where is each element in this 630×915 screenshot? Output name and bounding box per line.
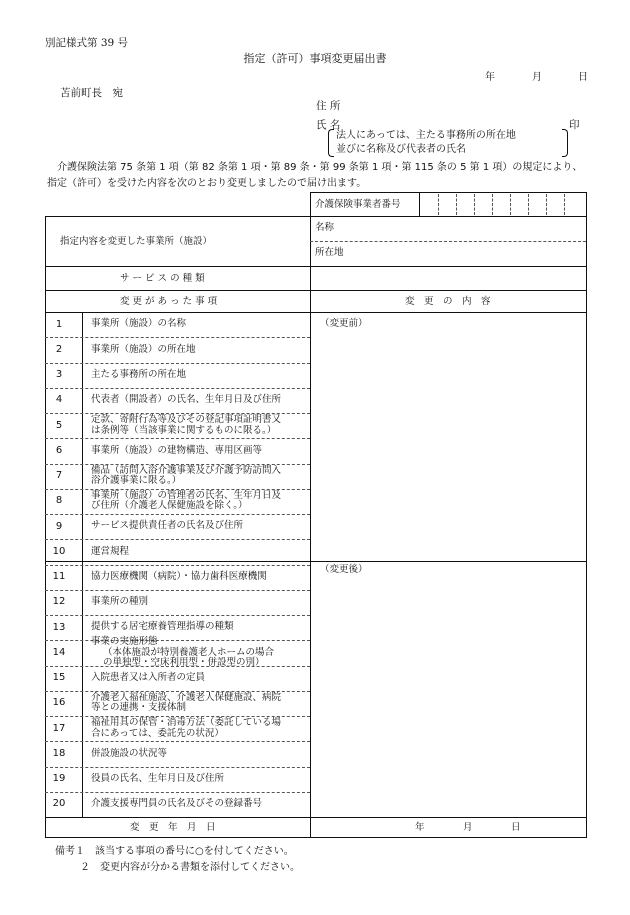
change-content-header: 変 更 の 内 容 — [405, 296, 491, 307]
item-number: 20 — [52, 798, 66, 810]
digit-box-divider — [546, 194, 547, 215]
after-change-label: （変更後） — [320, 564, 368, 575]
digit-box-divider — [474, 194, 475, 215]
item-label: の単独型・空床利用型・併設型の別） — [103, 657, 265, 669]
date-month-label: 月 — [532, 72, 542, 83]
table-line — [45, 266, 587, 267]
changed-item-row[interactable] — [45, 741, 310, 766]
digit-box-divider — [492, 194, 493, 215]
change-date-label: 変 更 年 月 日 — [130, 822, 216, 833]
changed-item-row[interactable] — [45, 489, 310, 514]
item-number: 17 — [52, 722, 66, 734]
item-label: （本体施設が特別養護老人ホームの場合 — [103, 646, 275, 658]
item-number: 13 — [52, 621, 66, 633]
changed-item-row[interactable] — [45, 691, 310, 716]
address-label: 住 所 — [316, 100, 341, 112]
changed-item-row[interactable] — [45, 464, 310, 489]
item-label: サービス提供責任者の氏名及び住所 — [91, 520, 244, 532]
item-label: 浴介護事業に限る。） — [91, 475, 182, 487]
item-number: 12 — [52, 596, 66, 608]
item-number: 14 — [52, 646, 66, 658]
item-number: 18 — [52, 747, 66, 759]
form-number: 別記様式第 39 号 — [45, 37, 129, 49]
item-number: 15 — [52, 672, 66, 684]
table-dashed-line — [310, 241, 586, 242]
changed-item-row[interactable] — [45, 590, 310, 615]
intro-text: 介護保険法第 75 条第 1 項（第 82 条第 1 項・第 89 条・第 99 条第 1 項・第 115 条の 5 第 1 項）の規定により、指定（許可）を受けた内容を次のとおり変更しましたので届け出ます。 — [47, 162, 583, 189]
date-day-label: 日 — [578, 72, 588, 83]
changed-item-row[interactable] — [45, 388, 310, 413]
changed-item-row[interactable] — [45, 337, 310, 362]
item-label: 等との連携・支援体制 — [91, 702, 187, 714]
changed-item-row[interactable] — [45, 666, 310, 691]
change-notification-table — [45, 192, 587, 837]
changed-item-row[interactable] — [45, 636, 310, 669]
change-date-year: 年 — [415, 822, 425, 833]
item-label: 備品（訪問入浴介護事業及び介護予防訪問入 — [91, 464, 282, 476]
item-label: 定款、寄附行為等及びその登記事項証明書又 — [91, 414, 282, 426]
item-label: 介護支援専門員の氏名及びその登録番号 — [91, 798, 263, 810]
item-label: 協力医療機関（病院）・協力歯科医療機関 — [91, 570, 267, 582]
changed-item-row[interactable] — [45, 792, 310, 817]
changed-item-row[interactable] — [45, 312, 310, 337]
corporate-note-line2: 並びに名称及び代表者の氏名 — [336, 144, 466, 155]
item-number: 8 — [55, 495, 63, 507]
item-number: 11 — [52, 571, 66, 583]
item-label: 事業所（施設）の名称 — [91, 318, 187, 330]
service-type-label: サ ー ビ ス の 種 類 — [120, 273, 205, 284]
table-line — [45, 290, 587, 291]
changed-item-row[interactable] — [45, 615, 310, 640]
item-number: 4 — [55, 394, 63, 406]
item-number: 1 — [55, 318, 63, 330]
corporate-note-line1: 法人にあっては、主たる事務所の所在地 — [336, 130, 516, 141]
changed-item-row[interactable] — [45, 413, 310, 438]
item-label: 提供する居宅療養管理指導の種類 — [91, 621, 234, 633]
changed-item-row[interactable] — [45, 438, 310, 463]
item-label: 事業の実施形態 — [91, 636, 158, 648]
facility-label: 指定内容を変更した事業所（施設） — [60, 236, 213, 247]
change-date-month: 月 — [463, 822, 473, 833]
item-number: 6 — [55, 444, 63, 456]
item-label: 福祉用具の保管・消毒方法（委託している場 — [91, 717, 282, 729]
digit-box-divider — [456, 194, 457, 215]
item-label: 事業所（施設）の管理者の氏名、生年月日及 — [91, 489, 282, 501]
item-label: は条例等（当該事業に関するものに限る。） — [91, 424, 277, 436]
note-1: 備考１ 該当する事項の番号に○を付してください。 — [55, 846, 294, 857]
facility-name-label: 名称 — [315, 222, 335, 233]
document-title: 指定（許可）事項変更届出書 — [243, 52, 387, 65]
item-label: 事業所（施設）の建物構造、専用区画等 — [91, 444, 263, 456]
item-number: 3 — [55, 369, 63, 381]
provider-number-label: 介護保険事業者番号 — [315, 199, 401, 210]
table-line — [586, 192, 587, 838]
changed-item-row[interactable] — [45, 539, 310, 564]
item-label: 役員の氏名、生年月日及び住所 — [91, 772, 225, 784]
item-label: 代表者（開設者）の氏名、生年月日及び住所 — [91, 394, 282, 406]
table-line — [310, 192, 587, 193]
digit-box-divider — [510, 194, 511, 215]
changed-items-header: 変 更 が あ っ た 事 項 — [120, 296, 218, 307]
table-line — [310, 192, 311, 838]
item-number: 10 — [52, 545, 66, 557]
right-bracket — [562, 129, 568, 157]
item-number: 16 — [52, 697, 66, 709]
item-label: 介護老人福祉施設、介護老人保健施設、病院 — [91, 691, 282, 703]
changed-item-row[interactable] — [45, 565, 310, 590]
item-label: 事業所の種別 — [91, 596, 149, 608]
digit-box-divider — [564, 194, 565, 215]
changed-item-row[interactable] — [45, 716, 310, 741]
item-number: 2 — [55, 343, 63, 355]
item-label: 運営規程 — [91, 545, 130, 557]
item-label: 主たる事務所の所在地 — [91, 368, 187, 380]
table-line — [45, 216, 587, 217]
left-bracket — [328, 129, 334, 157]
changed-item-row[interactable] — [45, 767, 310, 792]
item-label: 併設施設の状況等 — [91, 747, 168, 759]
item-number: 7 — [55, 470, 63, 482]
date-year-label: 年 — [485, 72, 495, 83]
digit-box-divider — [438, 194, 439, 215]
item-label: び住所（介護老人保健施設を除く。） — [91, 500, 248, 512]
item-label: 事業所（施設）の所在地 — [91, 343, 196, 355]
change-date-day: 日 — [511, 822, 521, 833]
digit-box-divider — [528, 194, 529, 215]
changed-item-row[interactable] — [45, 363, 310, 388]
before-change-label: （変更前） — [320, 318, 368, 329]
item-number: 5 — [55, 419, 63, 431]
table-line — [419, 192, 420, 216]
name-label: 氏 名 — [316, 119, 341, 131]
facility-location-label: 所在地 — [315, 247, 344, 258]
item-label: 入院患者又は入所者の定員 — [91, 671, 206, 683]
seal-mark: 印 — [569, 119, 580, 131]
corporate-note — [336, 129, 516, 157]
item-label: 合にあっては、委託先の状況） — [91, 727, 224, 739]
item-number: 19 — [52, 773, 66, 785]
item-number: 9 — [55, 520, 63, 532]
addressee: 苫前町長 宛 — [60, 87, 123, 99]
changed-item-row[interactable] — [45, 514, 310, 539]
table-line — [45, 837, 587, 838]
note-2: ２ 変更内容が分かる書類を添付してください。 — [80, 862, 300, 873]
table-line — [45, 817, 587, 818]
